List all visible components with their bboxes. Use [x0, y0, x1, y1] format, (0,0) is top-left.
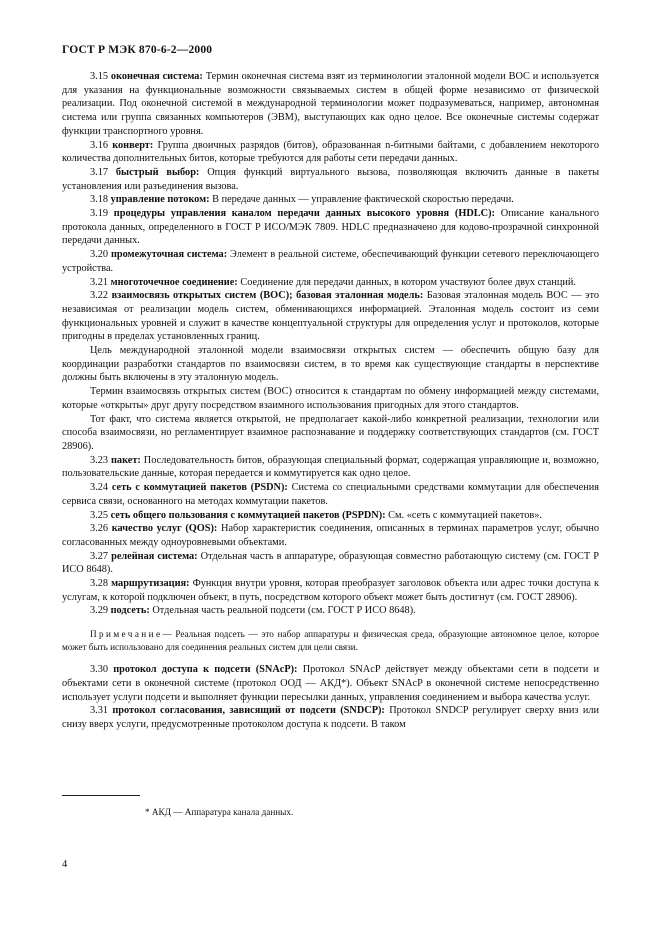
definition-text: Набор характеристик соединения, описанных в терминах параметров услуг, обычно согласованных между одноуровневыми объектами.	[62, 523, 600, 548]
clause-number: 3.19	[90, 208, 114, 220]
definition-text: Термин взаимосвязь открытых систем (ВОС) относится к стандартам по обмену информацией между системами, которые «открыты» друг другу посредством взаимного использования пригодных для этого стандартов.	[62, 386, 599, 411]
clause-number: 3.30	[90, 664, 114, 676]
definition-text: Протокол SNDCP регулирует сверху вниз или снизу вверх услуги, предусмотренные протоколом доступа к подсети. В таком	[62, 705, 600, 731]
clause-number: 3.16	[90, 139, 113, 151]
definition-paragraph	[62, 139, 599, 166]
definition-paragraph	[62, 289, 599, 344]
definition-paragraph	[62, 166, 599, 193]
definition-paragraph	[62, 604, 599, 618]
definition-text: В передаче данных — управление фактической скоростью передачи.	[209, 194, 514, 206]
note-label: Примечание	[90, 629, 163, 640]
definition-paragraph	[62, 193, 599, 207]
term-name: маршрутизация:	[111, 578, 190, 590]
clause-number: 3.15	[90, 71, 111, 82]
clause-number: 3.26	[90, 523, 112, 535]
definition-paragraph	[62, 522, 599, 549]
term-name: сеть общего пользования с коммутацией пакетов (PSPDN):	[110, 509, 386, 521]
term-name: протокол согласования, зависящий от подсети (SNDCP):	[112, 705, 385, 717]
footnote-divider	[62, 795, 140, 796]
definition-text: Цель международной эталонной модели взаимосвязи открытых систем — обеспечить общую базу для координации разработки стандартов по взаимосвязи систем, в то время как существующие стандарты в перспективе должны быть включены в эту эталонную модель.	[62, 345, 599, 384]
term-name: релейная система:	[111, 550, 198, 562]
term-name: быстрый выбор:	[115, 166, 200, 178]
definition-paragraph	[62, 454, 599, 481]
term-name: процедуры управления каналом передачи данных высокого уровня (HDLC):	[113, 208, 495, 220]
definition-paragraph	[62, 577, 599, 604]
term-name: взаимосвязь открытых систем (ВОС); базовая эталонная модель:	[111, 290, 424, 302]
definition-text: Тот факт, что система является открытой, не предполагает какой-либо конкретной реализации, технологии или способа взаимосвязи, но регламентирует взаимное распознавание и поддержку соответствующих стандартов (см. ГОСТ 28906).	[62, 413, 599, 452]
definition-text: Отдельная часть реальной подсети (см. ГОСТ Р ИСО 8648).	[149, 605, 416, 617]
term-name: пакет:	[111, 454, 141, 466]
clause-number: 3.25	[90, 509, 111, 521]
note-text: — Реальная подсеть — это набор аппаратуры и физическая среда, образующие автономное целое, которое может быть использовано для соединения реальных систем для цели связи.	[62, 629, 599, 652]
clause-number: 3.29	[90, 605, 111, 617]
term-name: многоточечное соединение:	[110, 276, 238, 288]
definition-text: Базовая эталонная модель ВОС — это независимая от реализации модель систем, обменивающихся информацией. Эталонная модель состоит из семи функциональных уровней и служит в качестве концептуальной структуры для определения услуг и протоколов, которые пригодны в пределах установленных границ.	[62, 290, 599, 343]
definition-text: Соединение для передачи данных, в котором участвуют более двух станций.	[237, 276, 576, 288]
term-name: качество услуг (QOS):	[111, 523, 218, 535]
definition-text: Элемент в реальной системе, обеспечивающий функции сетевого переключающего устройства.	[62, 249, 599, 274]
definition-paragraph	[62, 550, 599, 577]
definition-paragraph	[62, 248, 599, 275]
definition-text: Отдельная часть в аппаратуре, образующая совместно работающую систему (см. ГОСТ Р ИСО 8648).	[62, 550, 599, 576]
clause-number: 3.21	[90, 276, 111, 288]
clause-number: 3.28	[90, 578, 112, 590]
definition-text: Система со специальными средствами коммутации для обеспечения сервиса связи, основанного на методах коммутации пакетов.	[62, 482, 600, 507]
definition-paragraph	[62, 207, 599, 248]
clause-number: 3.23	[90, 454, 111, 466]
definition-paragraph	[62, 481, 599, 508]
definition-paragraph	[62, 413, 599, 454]
definition-paragraph	[62, 704, 599, 731]
term-name: оконечная система:	[110, 71, 203, 82]
definition-paragraph	[62, 509, 599, 523]
definition-text: Описание канального протокола данных, определенного в ГОСТ Р ИСО/МЭК 7809. HDLC предназначено для кодово-прозрачной синхронной передачи данных.	[62, 208, 599, 247]
page-header: ГОСТ Р МЭК 870-6-2—2000	[62, 44, 213, 56]
clause-number: 3.18	[90, 194, 111, 206]
document-body	[62, 70, 599, 732]
definition-text: Функция внутри уровня, которая преобразует заголовок объекта или адрес точки доступа к услугам, к которой подключен объект, в путь, посредством которого объект может быть достигнут (см. ГОСТ 28906).	[62, 578, 599, 603]
footnote: * АКД — Аппаратура канала данных.	[145, 807, 294, 817]
definition-text: Протокол SNAcP действует между объектами сети в подсети и объектами сети в оконечной системе (протокол ООД — АКД*). Объект SNAcP в оконечной системе непосредственно использует услуги подсети и выполняет функции пересылки данных, управления соединением и выбора качества услуг.	[62, 664, 599, 703]
term-name: конверт:	[112, 139, 154, 151]
definition-paragraph	[62, 663, 599, 704]
definition-paragraph	[62, 344, 599, 385]
term-name: сеть с коммутацией пакетов (PSDN):	[111, 482, 288, 494]
definition-text: Опция функций виртуального вызова, позволяющая включить данные в пакеты установления или разъединения вызова.	[62, 166, 599, 192]
clause-number: 3.31	[90, 705, 113, 717]
clause-number: 3.17	[90, 166, 116, 178]
clause-number: 3.27	[90, 550, 112, 562]
definition-text: Последовательность битов, образующая специальный формат, содержащая управляющие и, возможно, пользовательские данные, которая передается и коммутируется как одно целое.	[62, 454, 599, 480]
page-number: 4	[62, 859, 68, 870]
definition-text: Термин оконечная система взят из терминологии эталонной модели ВОС и используется для указания на функциональные возможности связываемых систем в общей форме независимо от физической реализации. Под оконечной системой в международной терминологии может подразумеваться, например, автономная система или группа связанных компьютеров (ЭВМ), выступающих как одно целое. Все оконечные системы содержат функции транспортного уровня.	[62, 71, 599, 137]
paragraph-group	[62, 70, 599, 618]
clause-number: 3.22	[90, 290, 112, 302]
term-name: подсеть:	[110, 605, 150, 617]
note	[62, 628, 599, 653]
term-name: управление потоком:	[110, 194, 210, 206]
definition-text: Группа двоичных разрядов (битов), образованная n-битными байтами, с добавлением некоторого количества дополнительных битов, которые требуются для работы сети передачи данных.	[62, 139, 599, 165]
paragraph-group-2	[62, 663, 599, 732]
definition-text: См. «сеть с коммутацией пакетов».	[385, 509, 543, 521]
definition-paragraph	[62, 385, 599, 412]
clause-number: 3.24	[90, 482, 112, 494]
term-name: протокол доступа к подсети (SNAcP):	[113, 664, 298, 676]
clause-number: 3.20	[90, 249, 111, 261]
definition-paragraph	[62, 70, 599, 139]
term-name: промежуточная система:	[110, 249, 228, 261]
definition-paragraph	[62, 276, 599, 290]
